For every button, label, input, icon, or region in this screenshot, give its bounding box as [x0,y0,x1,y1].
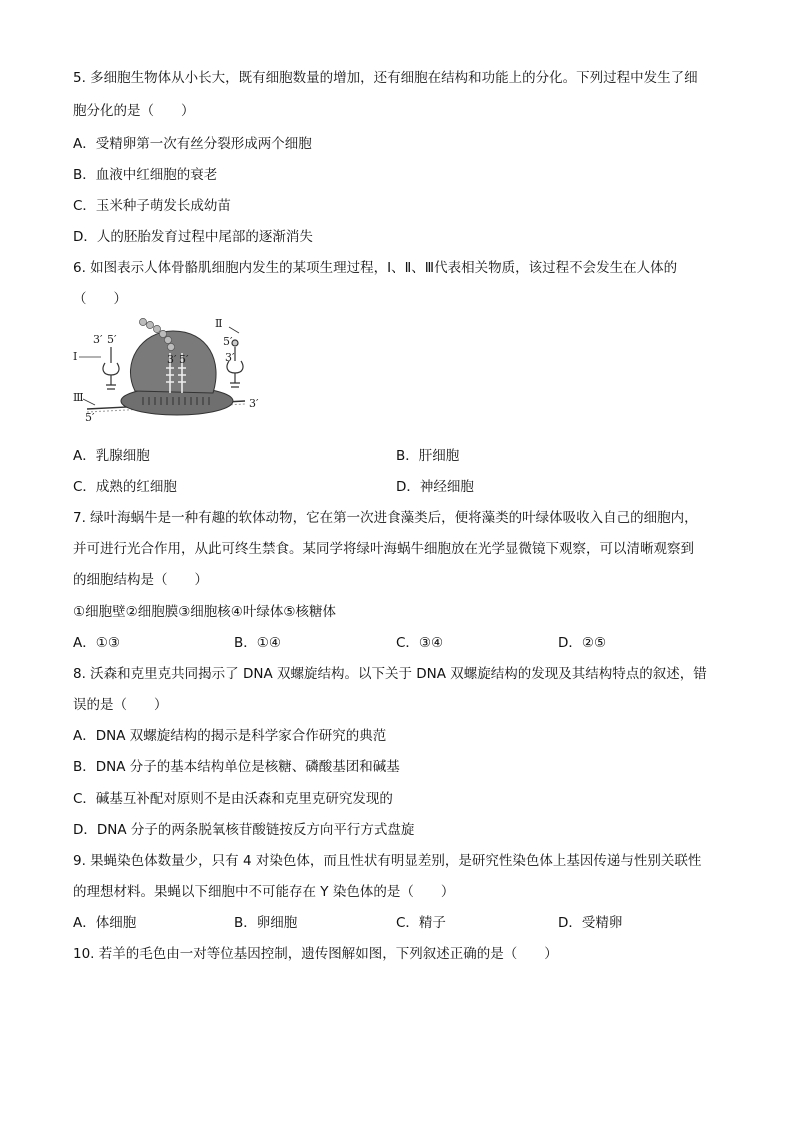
trna-left [103,347,119,389]
q5-option-b: B．血液中红细胞的衰老 [73,167,218,183]
q7-stem-line1: 7. 绿叶海蜗牛是一种有趣的软体动物，它在第一次进食藻类后，便将藻类的叶绿体吸收入自己的细胞内， [73,510,698,526]
q7-option-b: B．①④ [234,635,281,651]
q8-option-d: D．DNA 分子的两条脱氧核苷酸链按反方向平行方式盘旋 [73,822,415,838]
label-I: Ⅰ [73,350,78,363]
q6-stem-line1: 6. 如图表示人体骨骼肌细胞内发生的某项生理过程，Ⅰ、Ⅱ、Ⅲ代表相关物质，该过程不会发生在人体的 [73,260,678,276]
q9-option-a: A．体细胞 [73,915,137,931]
q7-option-a: A．①③ [73,635,120,651]
label-III: Ⅲ [73,391,84,404]
q5-stem-line1: 5. 多细胞生物体从小长大，既有细胞数量的增加，还有细胞在结构和功能上的分化。下列过程中发生了细 [73,70,698,86]
q6-option-d: D．神经细胞 [396,479,474,495]
q10-stem-line1: 10. 若羊的毛色由一对等位基因控制，遗传图解如图，下列叙述正确的是（ ） [73,946,558,962]
q9-option-c: C．精子 [396,915,446,931]
q8-option-a: A．DNA 双螺旋结构的揭示是科学家合作研究的典范 [73,728,387,744]
label-II: Ⅱ [215,317,223,330]
label-right-5p: 5′ [223,335,233,348]
translation-diagram [73,313,273,428]
label-bottom-3p: 3′ [249,397,259,410]
q5-option-d: D．人的胚胎发育过程中尾部的逐渐消失 [73,229,313,245]
q7-option-c: C．③④ [396,635,444,651]
q6-option-a: A．乳腺细胞 [73,448,150,464]
q9-option-d: D．受精卵 [558,915,623,931]
q7-items: ①细胞壁②细胞膜③细胞核④叶绿体⑤核糖体 [73,604,337,620]
q7-stem-line2: 并可进行光合作用，从此可终生禁食。某同学将绿叶海蜗牛细胞放在光学显微镜下观察，可以清晰观察到 [73,541,694,557]
q9-option-b: B．卵细胞 [234,915,298,931]
q5-option-a: A．受精卵第一次有丝分裂形成两个细胞 [73,136,312,152]
label-left-3p: 3′ [93,333,103,346]
q7-stem-line3: 的细胞结构是（ ） [73,572,208,588]
label-left-5p: 5′ [107,333,117,346]
q8-stem-line2: 误的是（ ） [73,697,168,713]
q9-stem-line2: 的理想材料。果蝇以下细胞中不可能存在 Y 染色体的是（ ） [73,884,455,900]
q8-stem-line1: 8. 沃森和克里克共同揭示了 DNA 双螺旋结构。以下关于 DNA 双螺旋结构的发现及其结构特点的叙述，错 [73,666,707,682]
label-mid-5p: 5′ [179,353,189,366]
q5-option-c: C．玉米种子萌发长成幼苗 [73,198,231,214]
label-mid-3p: 3′ [167,353,177,366]
q9-stem-line1: 9. 果蝇染色体数量少，只有 4 对染色体，而且性状有明显差别，是研究性染色体上基因传递与性别关联性 [73,853,702,869]
label-bottom-5p: 5′ [85,411,95,424]
q5-stem-line2: 胞分化的是（ ） [73,103,195,119]
q6-option-c: C．成熟的红细胞 [73,479,177,495]
q8-option-b: B．DNA 分子的基本结构单位是核糖、磷酸基团和碱基 [73,759,400,775]
label-right-3p: 3′ [225,351,235,364]
q6-option-b: B．肝细胞 [396,448,460,464]
q6-stem-line2: （ ） [73,291,127,307]
q8-option-c: C．碱基互补配对原则不是由沃森和克里克研究发现的 [73,791,393,807]
q7-option-d: D．②⑤ [558,635,607,651]
